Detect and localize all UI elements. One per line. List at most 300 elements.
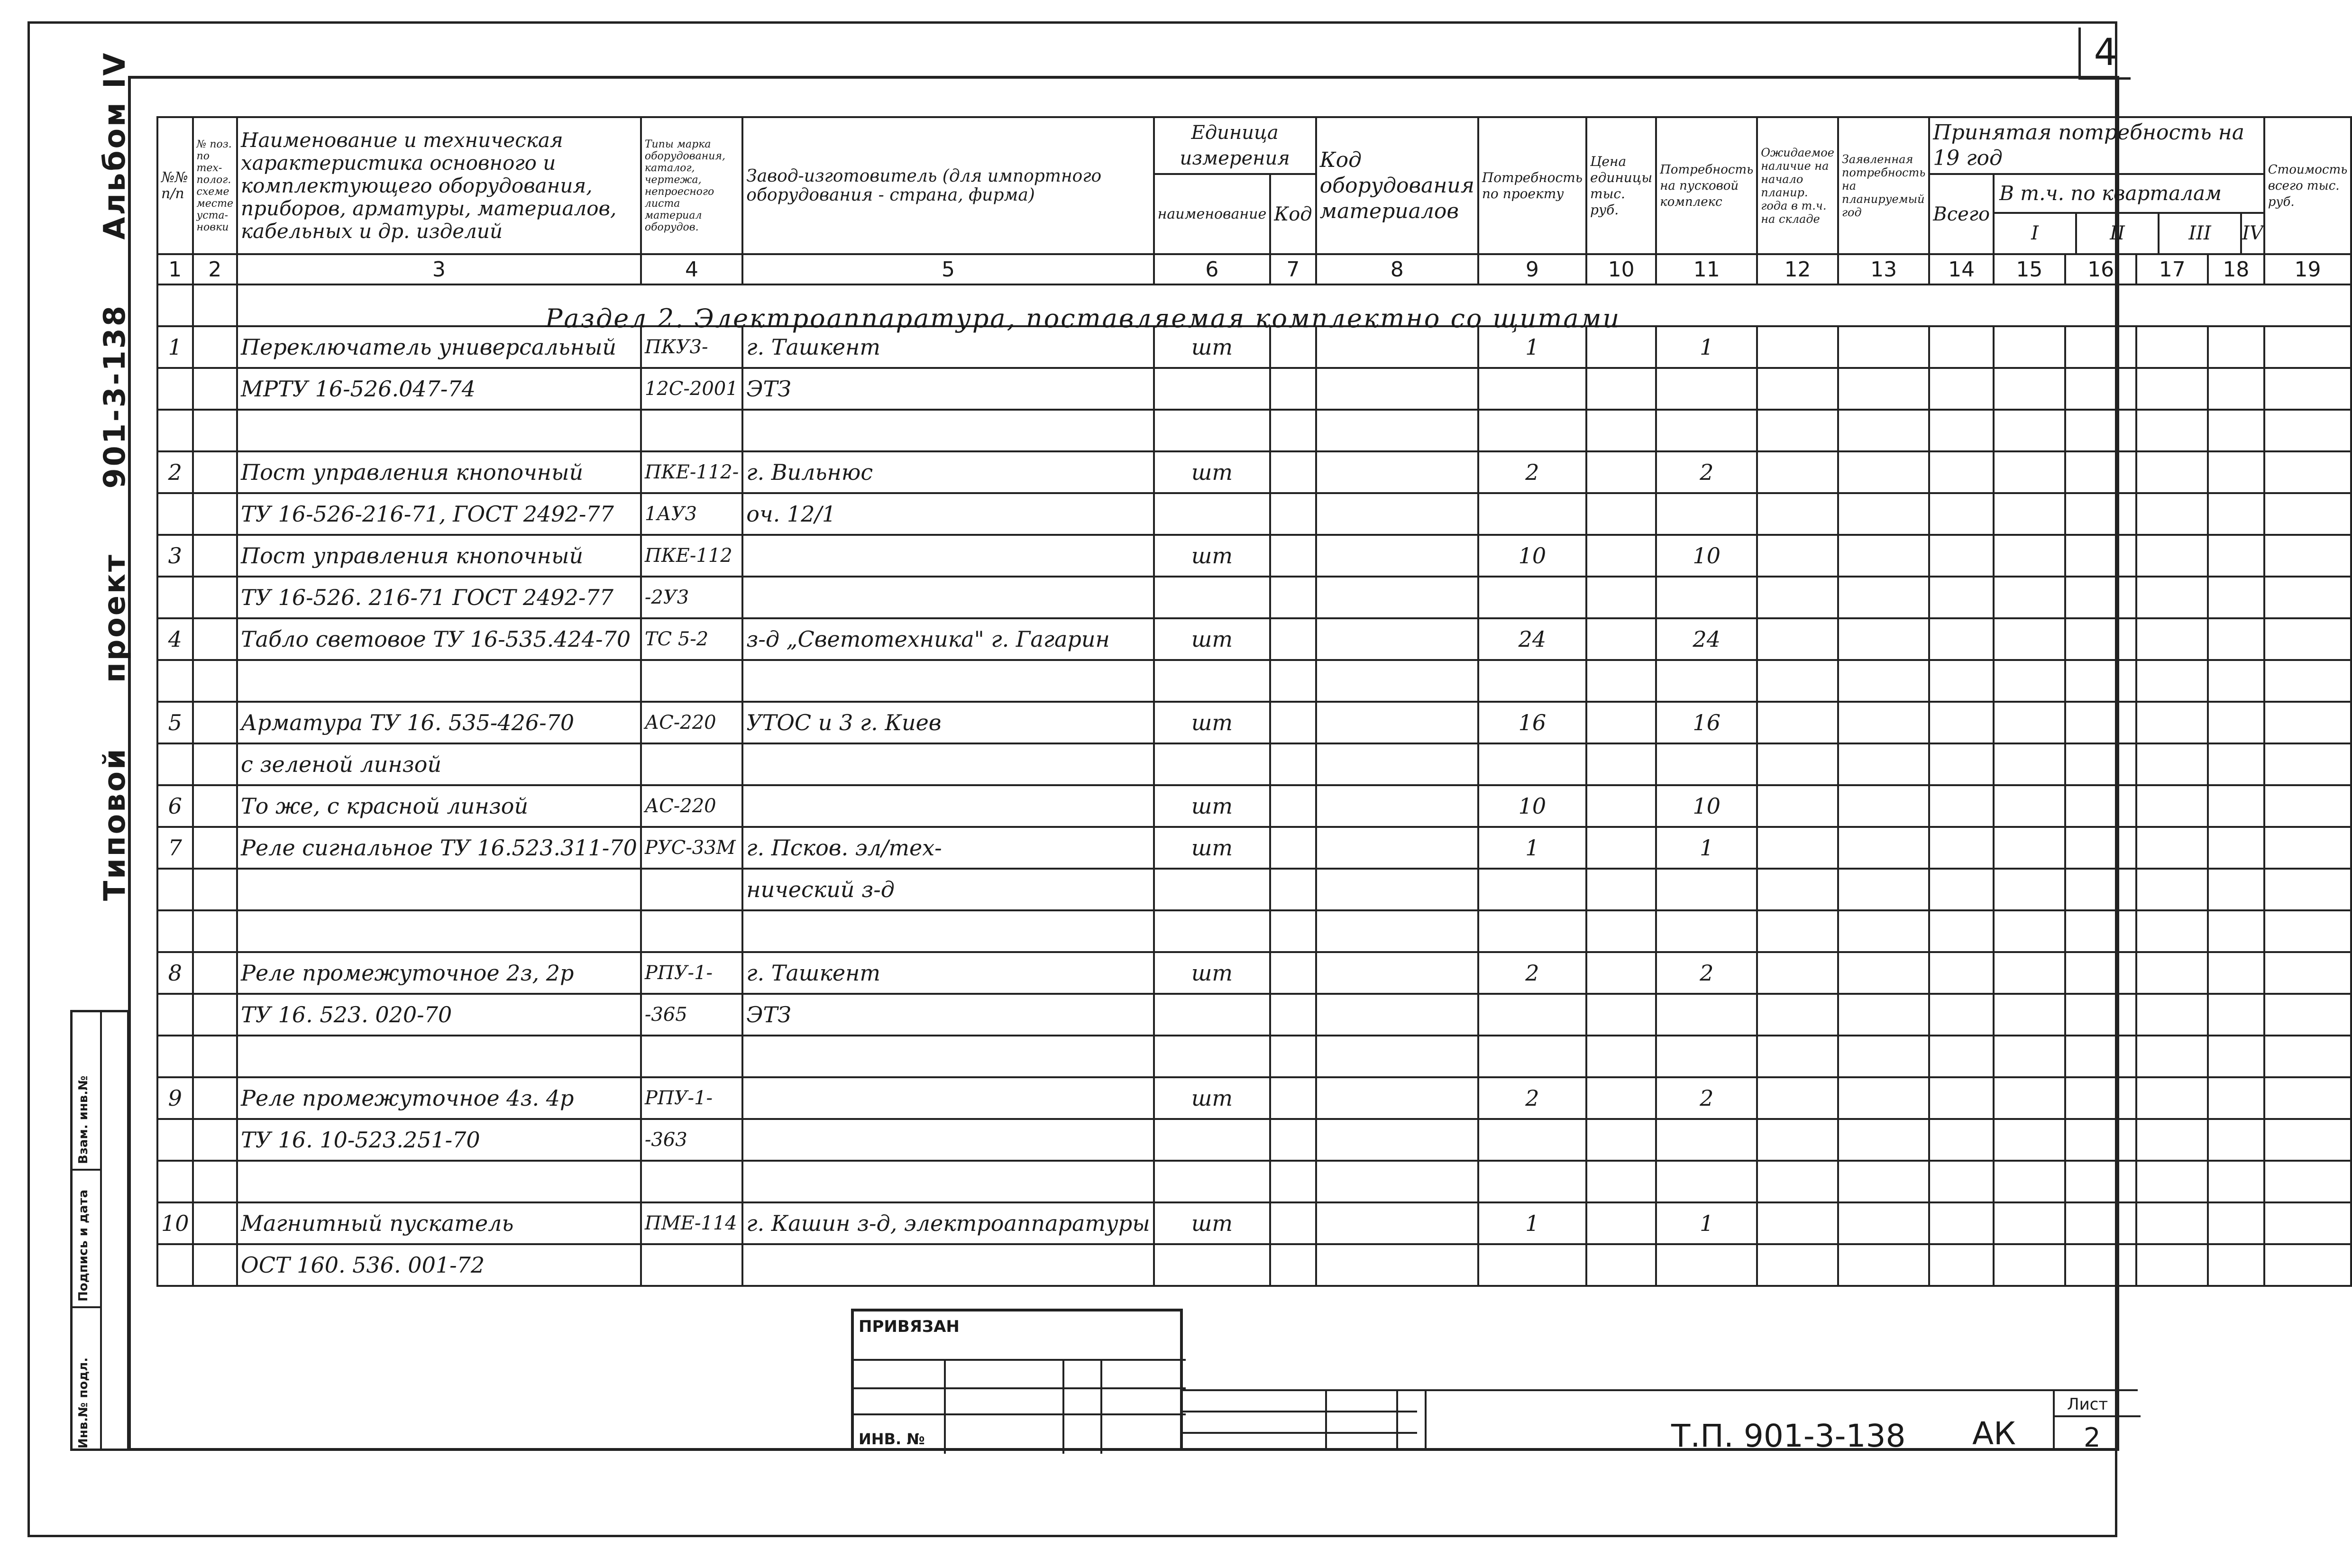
empty-cell	[2208, 493, 2264, 535]
price-cell	[1586, 368, 1656, 410]
table-row	[157, 618, 2351, 660]
empty-cell	[1994, 702, 2065, 743]
price-cell	[1586, 702, 1656, 743]
price-cell	[1586, 869, 1656, 910]
item-need-cell: 1	[1478, 1202, 1586, 1244]
empty-cell	[1838, 952, 1929, 994]
empty-cell	[2136, 994, 2208, 1036]
empty-cell	[1929, 577, 1994, 618]
item-launch-cell: 1	[1656, 326, 1757, 368]
equipment-code-cell	[1316, 1036, 1478, 1077]
item-type-cell: ПКЕ-112	[641, 535, 742, 577]
item-name-cell	[237, 869, 641, 910]
equipment-code-cell	[1316, 451, 1478, 493]
empty-cell	[1994, 952, 2065, 994]
item-number-cell: 6	[157, 785, 193, 827]
empty-cell	[1929, 618, 1994, 660]
item-launch-cell	[1656, 1119, 1757, 1161]
price-cell	[1586, 451, 1656, 493]
item-unit-cell: шт	[1154, 785, 1271, 827]
empty-cell	[1994, 910, 2065, 952]
item-number-cell: 4	[157, 618, 193, 660]
position-cell	[193, 910, 237, 952]
unit-code-cell	[1270, 1161, 1316, 1202]
empty-cell	[2264, 869, 2352, 910]
empty-cell	[2264, 1036, 2352, 1077]
empty-cell	[2264, 1161, 2352, 1202]
empty-cell	[1838, 1202, 1929, 1244]
empty-cell	[1994, 410, 2065, 451]
empty-cell	[2264, 660, 2352, 702]
empty-cell	[2264, 493, 2352, 535]
item-maker-cell: г. Ташкент	[742, 952, 1153, 994]
empty-cell	[1994, 660, 2065, 702]
item-number-cell: 1	[157, 326, 193, 368]
position-cell	[193, 326, 237, 368]
item-need-cell	[1478, 1119, 1586, 1161]
item-name-cell: ТУ 16-526. 216-71 ГОСТ 2492-77	[237, 577, 641, 618]
item-maker-cell	[742, 535, 1153, 577]
item-maker-cell	[742, 410, 1153, 451]
side-title-project: проект	[97, 553, 132, 683]
position-cell	[193, 1161, 237, 1202]
item-type-cell	[641, 1161, 742, 1202]
empty-cell	[2136, 493, 2208, 535]
item-launch-cell: 10	[1656, 535, 1757, 577]
item-need-cell	[1478, 577, 1586, 618]
item-number-cell	[157, 869, 193, 910]
equipment-code-cell	[1316, 910, 1478, 952]
empty-cell	[1838, 827, 1929, 869]
empty-cell	[2264, 326, 2352, 368]
item-name-cell: с зеленой линзой	[237, 743, 641, 785]
column-numbers-row	[157, 254, 2351, 284]
item-name-cell: МРТУ 16-526.047-74	[237, 368, 641, 410]
item-launch-cell	[1656, 994, 1757, 1036]
empty-cell	[1757, 1161, 1838, 1202]
column-number-cell: 17	[2136, 254, 2208, 284]
empty-cell	[2264, 577, 2352, 618]
empty-cell	[2136, 368, 2208, 410]
empty-cell	[1994, 535, 2065, 577]
empty-cell	[1994, 1036, 2065, 1077]
item-type-cell: АС-220	[641, 702, 742, 743]
empty-cell	[2264, 1244, 2352, 1286]
item-maker-cell: г. Кашин з-д, электроаппаратуры	[742, 1202, 1153, 1244]
price-cell	[1586, 1077, 1656, 1119]
item-need-cell	[1478, 1244, 1586, 1286]
item-need-cell: 2	[1478, 451, 1586, 493]
empty-cell	[1929, 1161, 1994, 1202]
empty-cell	[1994, 1161, 2065, 1202]
price-cell	[1586, 410, 1656, 451]
item-maker-cell	[742, 1077, 1153, 1119]
unit-code-cell	[1270, 869, 1316, 910]
item-name-cell	[237, 1036, 641, 1077]
unit-code-cell	[1270, 577, 1316, 618]
header-price: Цена единицы тыс. руб.	[1586, 117, 1656, 254]
item-type-cell	[641, 869, 742, 910]
empty-cell	[2065, 1077, 2137, 1119]
table-row	[157, 1202, 2351, 1244]
position-cell	[193, 1202, 237, 1244]
item-launch-cell	[1656, 1244, 1757, 1286]
item-need-cell: 16	[1478, 702, 1586, 743]
empty-cell	[1838, 410, 1929, 451]
empty-cell	[2065, 1244, 2137, 1286]
table-row	[157, 785, 2351, 827]
item-type-cell	[641, 1244, 742, 1286]
empty-cell	[2264, 535, 2352, 577]
specification-table	[156, 116, 2352, 1287]
unit-code-cell	[1270, 1119, 1316, 1161]
equipment-code-cell	[1316, 1161, 1478, 1202]
empty-cell	[1994, 618, 2065, 660]
empty-cell	[1757, 785, 1838, 827]
item-maker-cell: з-д „Светотехника" г. Гагарин	[742, 618, 1153, 660]
item-maker-cell	[742, 785, 1153, 827]
empty-cell	[1929, 1202, 1994, 1244]
item-unit-cell: шт	[1154, 326, 1271, 368]
privyazan-box	[851, 1309, 1183, 1451]
item-maker-cell: нический з-д	[742, 869, 1153, 910]
item-launch-cell: 10	[1656, 785, 1757, 827]
item-number-cell: 7	[157, 827, 193, 869]
position-cell	[193, 577, 237, 618]
column-number-cell: 11	[1656, 254, 1757, 284]
position-cell	[193, 952, 237, 994]
empty-cell	[1757, 410, 1838, 451]
empty-cell	[1929, 451, 1994, 493]
unit-code-cell	[1270, 451, 1316, 493]
empty-cell	[2208, 618, 2264, 660]
item-launch-cell	[1656, 577, 1757, 618]
title-block	[851, 1309, 2141, 1451]
empty-cell	[2208, 952, 2264, 994]
empty-cell	[2208, 1036, 2264, 1077]
empty-cell	[2136, 910, 2208, 952]
empty-cell	[2065, 451, 2137, 493]
empty-cell	[2136, 1161, 2208, 1202]
header-unit-code: Код	[1270, 174, 1316, 254]
item-need-cell: 10	[1478, 535, 1586, 577]
empty-cell	[2065, 702, 2137, 743]
column-number-cell: 7	[1270, 254, 1316, 284]
empty-cell	[1929, 910, 1994, 952]
item-name-cell: Реле промежуточное 2з, 2р	[237, 952, 641, 994]
empty-cell	[2264, 743, 2352, 785]
inventory-number-label: ИНВ. №	[859, 1430, 925, 1448]
item-unit-cell: шт	[1154, 1077, 1271, 1119]
table-row	[157, 910, 2351, 952]
unit-code-cell	[1270, 410, 1316, 451]
empty-cell	[1929, 326, 1994, 368]
price-cell	[1586, 827, 1656, 869]
unit-code-cell	[1270, 910, 1316, 952]
item-type-cell: РУС-33М	[641, 827, 742, 869]
side-title-code: 901-3-138	[97, 304, 132, 489]
empty-cell	[1929, 1077, 1994, 1119]
empty-cell	[2136, 952, 2208, 994]
table-row	[157, 702, 2351, 743]
item-need-cell	[1478, 910, 1586, 952]
empty-cell	[2136, 577, 2208, 618]
empty-cell	[2208, 660, 2264, 702]
empty-cell	[1757, 577, 1838, 618]
empty-cell	[1757, 660, 1838, 702]
equipment-code-cell	[1316, 785, 1478, 827]
empty-cell	[1838, 368, 1929, 410]
empty-cell	[2136, 743, 2208, 785]
empty-cell	[2136, 702, 2208, 743]
empty-cell	[2136, 660, 2208, 702]
item-number-cell	[157, 368, 193, 410]
price-cell	[1586, 577, 1656, 618]
item-need-cell	[1478, 994, 1586, 1036]
empty-cell	[2208, 827, 2264, 869]
equipment-code-cell	[1316, 827, 1478, 869]
item-unit-cell: шт	[1154, 535, 1271, 577]
sheet-number: 2	[2084, 1422, 2101, 1453]
header-q2: II	[2077, 214, 2160, 253]
column-number-cell: 6	[1154, 254, 1271, 284]
item-name-cell: ТУ 16. 10-523.251-70	[237, 1119, 641, 1161]
unit-code-cell	[1270, 1244, 1316, 1286]
item-number-cell	[157, 743, 193, 785]
column-number-cell: 15	[1994, 254, 2065, 284]
item-launch-cell	[1656, 743, 1757, 785]
item-name-cell: Переключатель универсальный	[237, 326, 641, 368]
item-need-cell: 10	[1478, 785, 1586, 827]
item-unit-cell: шт	[1154, 1202, 1271, 1244]
empty-cell	[2136, 1036, 2208, 1077]
stamp-replace-label: Взам. инв.№	[76, 1075, 91, 1164]
table-row	[157, 368, 2351, 410]
empty-cell	[2264, 952, 2352, 994]
empty-cell	[2264, 1202, 2352, 1244]
position-cell	[193, 660, 237, 702]
unit-code-cell	[1270, 618, 1316, 660]
header-launch: Потребность на пусковой комплекс	[1656, 117, 1757, 254]
position-cell	[193, 1036, 237, 1077]
empty-cell	[1838, 1077, 1929, 1119]
empty-cell	[2136, 326, 2208, 368]
empty-cell	[2065, 368, 2137, 410]
item-type-cell	[641, 660, 742, 702]
empty-cell	[1838, 785, 1929, 827]
header-unit-name: наименование	[1154, 174, 1271, 254]
empty-cell	[2065, 869, 2137, 910]
column-number-cell: 16	[2065, 254, 2137, 284]
item-launch-cell	[1656, 910, 1757, 952]
item-maker-cell: ЭТЗ	[742, 368, 1153, 410]
unit-code-cell	[1270, 952, 1316, 994]
empty-cell	[1838, 1036, 1929, 1077]
empty-cell	[2264, 910, 2352, 952]
empty-cell	[2136, 1244, 2208, 1286]
item-need-cell: 2	[1478, 952, 1586, 994]
item-name-cell: То же, с красной линзой	[237, 785, 641, 827]
empty-cell	[1757, 618, 1838, 660]
item-launch-cell: 2	[1656, 952, 1757, 994]
equipment-code-cell	[1316, 1244, 1478, 1286]
table-row	[157, 451, 2351, 493]
header-position: № поз. по тех-полог. схеме месте уста-новки	[193, 117, 237, 254]
position-cell	[193, 493, 237, 535]
table-row	[157, 1244, 2351, 1286]
item-number-cell	[157, 1244, 193, 1286]
empty-cell	[2136, 1202, 2208, 1244]
item-launch-cell: 24	[1656, 618, 1757, 660]
unit-code-cell	[1270, 535, 1316, 577]
document-code: Т.П. 901-3-138	[1671, 1418, 1906, 1454]
item-launch-cell: 2	[1656, 451, 1757, 493]
item-unit-cell	[1154, 577, 1271, 618]
empty-cell	[1929, 535, 1994, 577]
item-maker-cell	[742, 743, 1153, 785]
item-need-cell	[1478, 660, 1586, 702]
item-unit-cell	[1154, 368, 1271, 410]
empty-cell	[1757, 1202, 1838, 1244]
position-cell	[193, 1119, 237, 1161]
item-type-cell	[641, 1036, 742, 1077]
equipment-code-cell	[1316, 1077, 1478, 1119]
empty-cell	[2208, 994, 2264, 1036]
column-number-cell: 18	[2208, 254, 2264, 284]
item-number-cell	[157, 1119, 193, 1161]
item-unit-cell: шт	[1154, 451, 1271, 493]
equipment-code-cell	[1316, 410, 1478, 451]
item-launch-cell	[1656, 869, 1757, 910]
empty-cell	[2264, 1119, 2352, 1161]
item-name-cell: ОСТ 160. 536. 001-72	[237, 1244, 641, 1286]
empty-cell	[2065, 994, 2137, 1036]
item-number-cell: 3	[157, 535, 193, 577]
header-expected: Ожидаемое наличие на начало планир. года в т.ч. на складе	[1757, 117, 1838, 254]
header-name: Наименование и техническая характеристика основного и комплектующего оборудования, приборов, арматуры, материалов, кабельных и др. изделий	[237, 117, 641, 254]
empty-cell	[1757, 827, 1838, 869]
equipment-code-cell	[1316, 994, 1478, 1036]
empty-cell	[2065, 1202, 2137, 1244]
item-number-cell	[157, 1161, 193, 1202]
privyazan-label: ПРИВЯЗАН	[859, 1317, 960, 1336]
empty-cell	[2065, 785, 2137, 827]
unit-code-cell	[1270, 660, 1316, 702]
column-number-cell: 4	[641, 254, 742, 284]
empty-cell	[1929, 827, 1994, 869]
empty-cell	[1994, 493, 2065, 535]
item-number-cell	[157, 493, 193, 535]
item-unit-cell	[1154, 910, 1271, 952]
table-row	[157, 952, 2351, 994]
empty-cell	[2065, 827, 2137, 869]
item-type-cell: -365	[641, 994, 742, 1036]
column-number-cell: 2	[193, 254, 237, 284]
item-name-cell: Реле промежуточное 4з. 4р	[237, 1077, 641, 1119]
item-unit-cell	[1154, 869, 1271, 910]
equipment-code-cell	[1316, 952, 1478, 994]
empty-cell	[1838, 869, 1929, 910]
item-maker-cell	[742, 910, 1153, 952]
unit-code-cell	[1270, 368, 1316, 410]
unit-code-cell	[1270, 743, 1316, 785]
empty-cell	[1757, 952, 1838, 994]
empty-cell	[2136, 1077, 2208, 1119]
empty-cell	[1757, 451, 1838, 493]
item-name-cell	[237, 910, 641, 952]
column-number-cell: 1	[157, 254, 193, 284]
empty-cell	[2264, 827, 2352, 869]
unit-code-cell	[1270, 1077, 1316, 1119]
empty-cell	[1929, 493, 1994, 535]
empty-cell	[2065, 660, 2137, 702]
empty-cell	[2208, 743, 2264, 785]
item-launch-cell	[1656, 1161, 1757, 1202]
stamp-sign-label: Подпись и дата	[76, 1189, 91, 1302]
item-number-cell: 2	[157, 451, 193, 493]
empty-cell	[1838, 1119, 1929, 1161]
empty-cell	[1994, 1077, 2065, 1119]
position-cell	[193, 368, 237, 410]
equipment-code-cell	[1316, 493, 1478, 535]
empty-cell	[2065, 410, 2137, 451]
header-unit-group: Единица измерения	[1154, 117, 1316, 174]
column-number-cell: 14	[1929, 254, 1994, 284]
item-name-cell: Пост управления кнопочный	[237, 535, 641, 577]
empty-cell	[2065, 1161, 2137, 1202]
equipment-code-cell	[1316, 1202, 1478, 1244]
unit-code-cell	[1270, 1036, 1316, 1077]
price-cell	[1586, 660, 1656, 702]
item-maker-cell	[742, 660, 1153, 702]
equipment-code-cell	[1316, 368, 1478, 410]
item-need-cell	[1478, 743, 1586, 785]
item-maker-cell	[742, 1036, 1153, 1077]
empty-cell	[1838, 1161, 1929, 1202]
item-maker-cell: оч. 12/1	[742, 493, 1153, 535]
empty-cell	[1929, 785, 1994, 827]
header-need: Потребность по проекту	[1478, 117, 1586, 254]
empty-cell	[2065, 1119, 2137, 1161]
item-need-cell	[1478, 869, 1586, 910]
table-row	[157, 869, 2351, 910]
side-stamp	[70, 1010, 129, 1451]
position-cell	[193, 785, 237, 827]
empty-cell	[1838, 743, 1929, 785]
item-number-cell	[157, 910, 193, 952]
empty-cell	[1838, 577, 1929, 618]
side-title-kind: Типовой	[97, 747, 132, 901]
empty-cell	[1838, 451, 1929, 493]
position-cell	[193, 1244, 237, 1286]
empty-cell	[2136, 618, 2208, 660]
item-type-cell: ПКУ3-	[641, 326, 742, 368]
item-need-cell	[1478, 1036, 1586, 1077]
price-cell	[1586, 1119, 1656, 1161]
item-number-cell	[157, 577, 193, 618]
empty-cell	[1994, 577, 2065, 618]
empty-cell	[1929, 952, 1994, 994]
empty-cell	[1929, 660, 1994, 702]
item-name-cell: ТУ 16. 523. 020-70	[237, 994, 641, 1036]
item-unit-cell	[1154, 743, 1271, 785]
document-mark: АК	[1972, 1415, 2016, 1452]
item-need-cell: 2	[1478, 1077, 1586, 1119]
unit-code-cell	[1270, 994, 1316, 1036]
empty-cell	[1994, 326, 2065, 368]
equipment-code-cell	[1316, 869, 1478, 910]
item-type-cell: РПУ-1-	[641, 1077, 742, 1119]
